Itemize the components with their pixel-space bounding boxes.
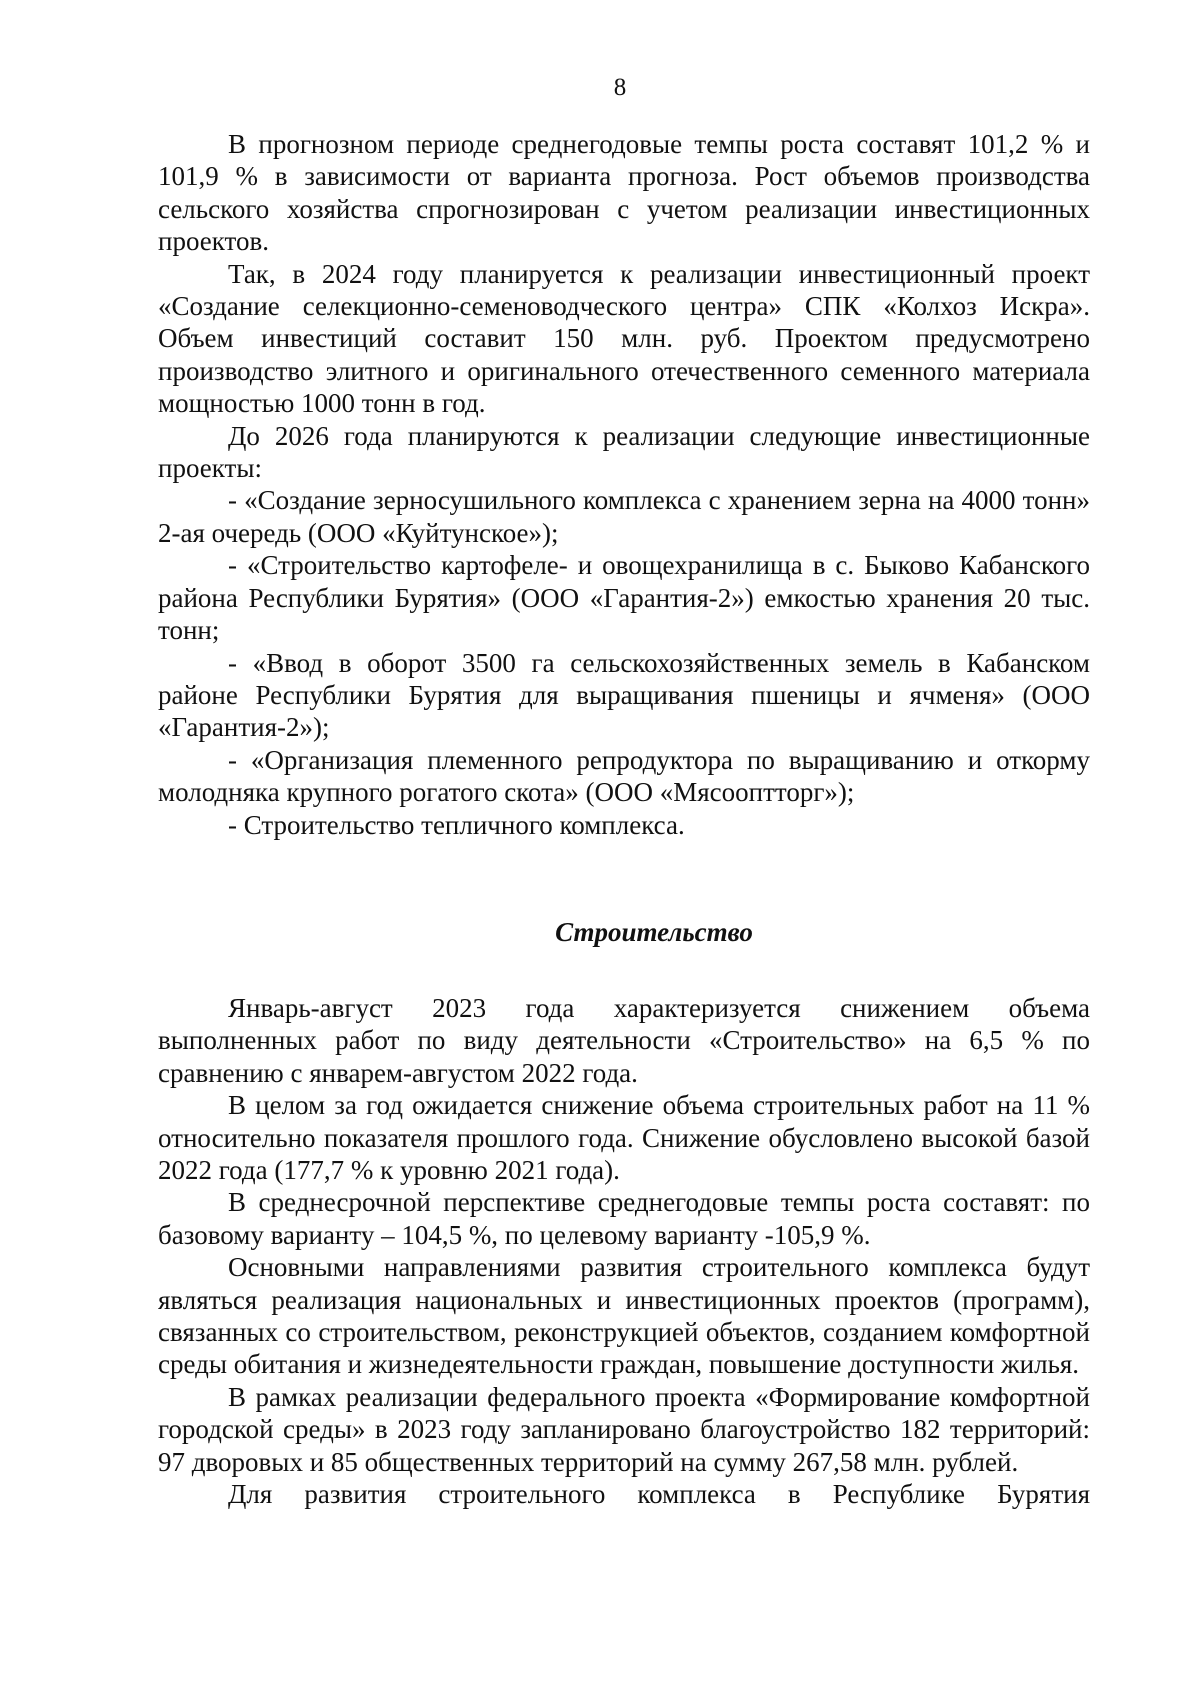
paragraph: Так, в 2024 году планируется к реализации инвестиционный проект «Создание селекционно-семеноводческого центра» СПК «Колхоз Искра». Объем инвестиций составит 150 млн. руб. Проектом предусмотрено производство элитного и оригинального отечественного семенного материала мощностью 1000 тонн в год. [158,258,1090,419]
list-item: - «Строительство картофеле- и овощехранилища в с. Быково Кабанского района Республики Бурятия» (ООО «Гарантия-2») емкостью хранения 20 тыс. тонн; [158,550,1090,646]
paragraph: В рамках реализации федерального проекта «Формирование комфортной городской среды» в 2023 году запланировано благоустройство 182 территорий: 97 дворовых и 85 общественных территорий на сумму 267,58 млн. рублей. [158,1381,1090,1477]
paragraph: В прогнозном периоде среднегодовые темпы роста составят 101,2 % и 101,9 % в зависимости от варианта прогноза. Рост объемов производства сельского хозяйства спрогнозирован с учетом реализации инвестиционных проектов. [158,129,1090,257]
list-item: - Строительство тепличного комплекса. [228,809,685,840]
list-item: - «Ввод в оборот 3500 га сельскохозяйственных земель в Кабанском районе Республики Бурятия для выращивания пшеницы и ячменя» (ООО «Гарантия-2»); [158,647,1090,743]
list-item: - «Создание зерносушильного комплекса с хранением зерна на 4000 тонн» 2-ая очередь (ООО «Куйтунское»); [158,485,1090,548]
paragraph: В среднесрочной перспективе среднегодовые темпы роста составят: по базовому варианту – 104,5 %, по целевому варианту -105,9 %. [158,1187,1090,1250]
paragraph: Основными направлениями развития строительного комплекса будут являться реализация национальных и инвестиционных проектов (программ), связанных со строительством, реконструкцией объектов, созданием комфортной среды обитания и жизнедеятельности граждан, повышение доступности жилья. [158,1252,1090,1380]
page-number: 8 [613,74,627,101]
paragraph: В целом за год ожидается снижение объема строительных работ на 11 % относительно показателя прошлого года. Снижение обусловлено высокой базой 2022 года (177,7 % к уровню 2021 года). [158,1090,1090,1185]
paragraph: До 2026 года планируются к реализации следующие инвестиционные проекты: [158,420,1090,484]
section-heading: Строительство [555,916,753,947]
list-item: - «Организация племенного репродуктора по выращиванию и откорму молодняка крупного рогатого скота» (ООО «Мясооптторг»); [158,744,1090,808]
paragraph: Для развития строительного комплекса в Республике Бурятия [228,1479,1090,1510]
paragraph: Январь-август 2023 года характеризуется снижением объема выполненных работ по виду деятельности «Строительство» на 6,5 % по сравнению с январем-августом 2022 года. [158,992,1090,1088]
document-body [158,128,1090,1510]
